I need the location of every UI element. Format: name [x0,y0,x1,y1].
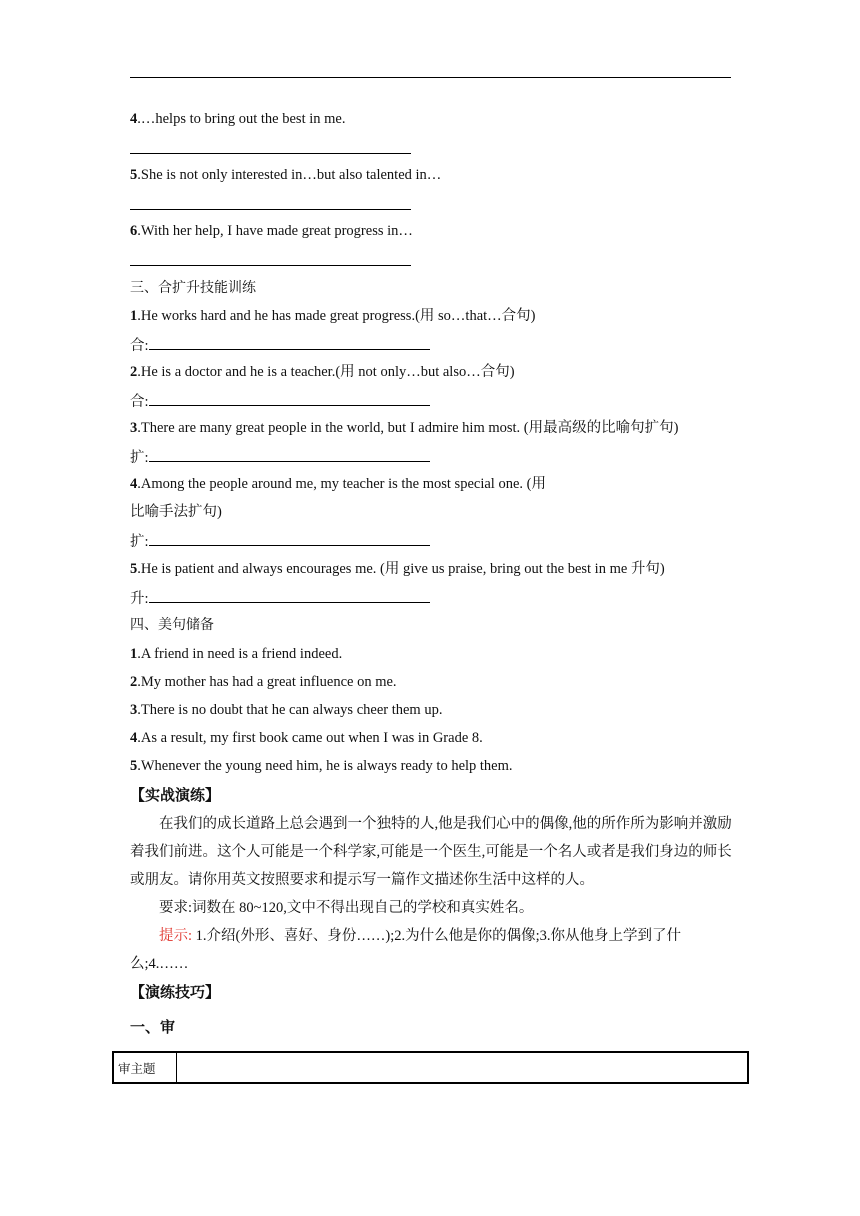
table-row [113,1052,748,1083]
section3-item-4: 4.Among the people around me, my teacher is the most special one. (用 [130,476,546,492]
section4-item-5: 5.Whenever the young need him, he is always ready to help them. [130,758,513,774]
review-sub-heading: 一、审 [130,1018,176,1036]
section4-item-1: 1.A friend in need is a friend indeed. [130,646,343,662]
answer-blank[interactable] [130,209,411,210]
header-rule [130,77,731,78]
practice-heading: 【实战演练】 [130,786,221,804]
section3-item-5: 5.He is patient and always encourages me. (用 give us praise, bring out the best in me 升句) [130,561,665,577]
answer-blank[interactable] [149,530,430,546]
section3-item-2: 2.He is a doctor and he is a teacher.(用 not only…but also…合句) [130,364,515,380]
practice-requirement: 要求:词数在 80~120,文中不得出现自己的学校和真实姓名。 [159,900,534,916]
section4-item-4: 4.As a result, my first book came out when I was in Grade 8. [130,730,483,746]
section3-item-4-continued: 比喻手法扩句) [130,504,222,520]
section4-heading: 四、美句储备 [130,617,214,633]
practice-paragraph: 在我们的成长道路上总会遇到一个独特的人,他是我们心中的偶像,他的所作所为影响并激励着我们前进。这个人可能是一个科学家,可能是一个医生,可能是一个名人或者是我们身边的师长或朋友。请你用英文按照要求和提示写一篇作文描述你生活中这样的人。 [130,816,732,888]
section3-item-1: 1.He works hard and he has made great progress.(用 so…that…合句) [130,308,536,324]
answer-blank[interactable] [130,153,411,154]
section4-item-2: 2.My mother has had a great influence on me. [130,674,397,690]
answer-blank[interactable] [149,334,430,350]
answer-line: 合: [130,390,430,412]
section4-item-3: 3.There is no doubt that he can always cheer them up. [130,702,443,718]
section3-heading: 三、合扩升技能训练 [130,280,256,296]
section2-item-4: 4.…helps to bring out the best in me. [130,111,346,127]
skills-heading: 【演练技巧】 [130,983,221,1001]
practice-hint: 提示: 1.介绍(外形、喜好、身份……);2.为什么他是你的偶像;3.你从他身上学到了什么;4.…… [130,928,681,972]
answer-blank[interactable] [130,265,411,266]
hint-label: 提示: [159,928,193,944]
table-answer-cell[interactable] [177,1052,749,1083]
answer-line: 扩: [130,530,430,552]
answer-line: 扩: [130,446,430,468]
answer-blank[interactable] [149,390,430,406]
answer-blank[interactable] [149,587,430,603]
review-table [112,1051,749,1084]
section3-item-3: 3.There are many great people in the world, but I admire him most. (用最高级的比喻句扩句) [130,420,679,436]
table-label-cell: 审主题 [113,1052,177,1083]
answer-blank[interactable] [149,446,430,462]
section2-item-5: 5.She is not only interested in…but also talented in… [130,167,442,183]
answer-line: 升: [130,587,430,609]
answer-line: 合: [130,334,430,356]
section2-item-6: 6.With her help, I have made great progress in… [130,223,413,239]
